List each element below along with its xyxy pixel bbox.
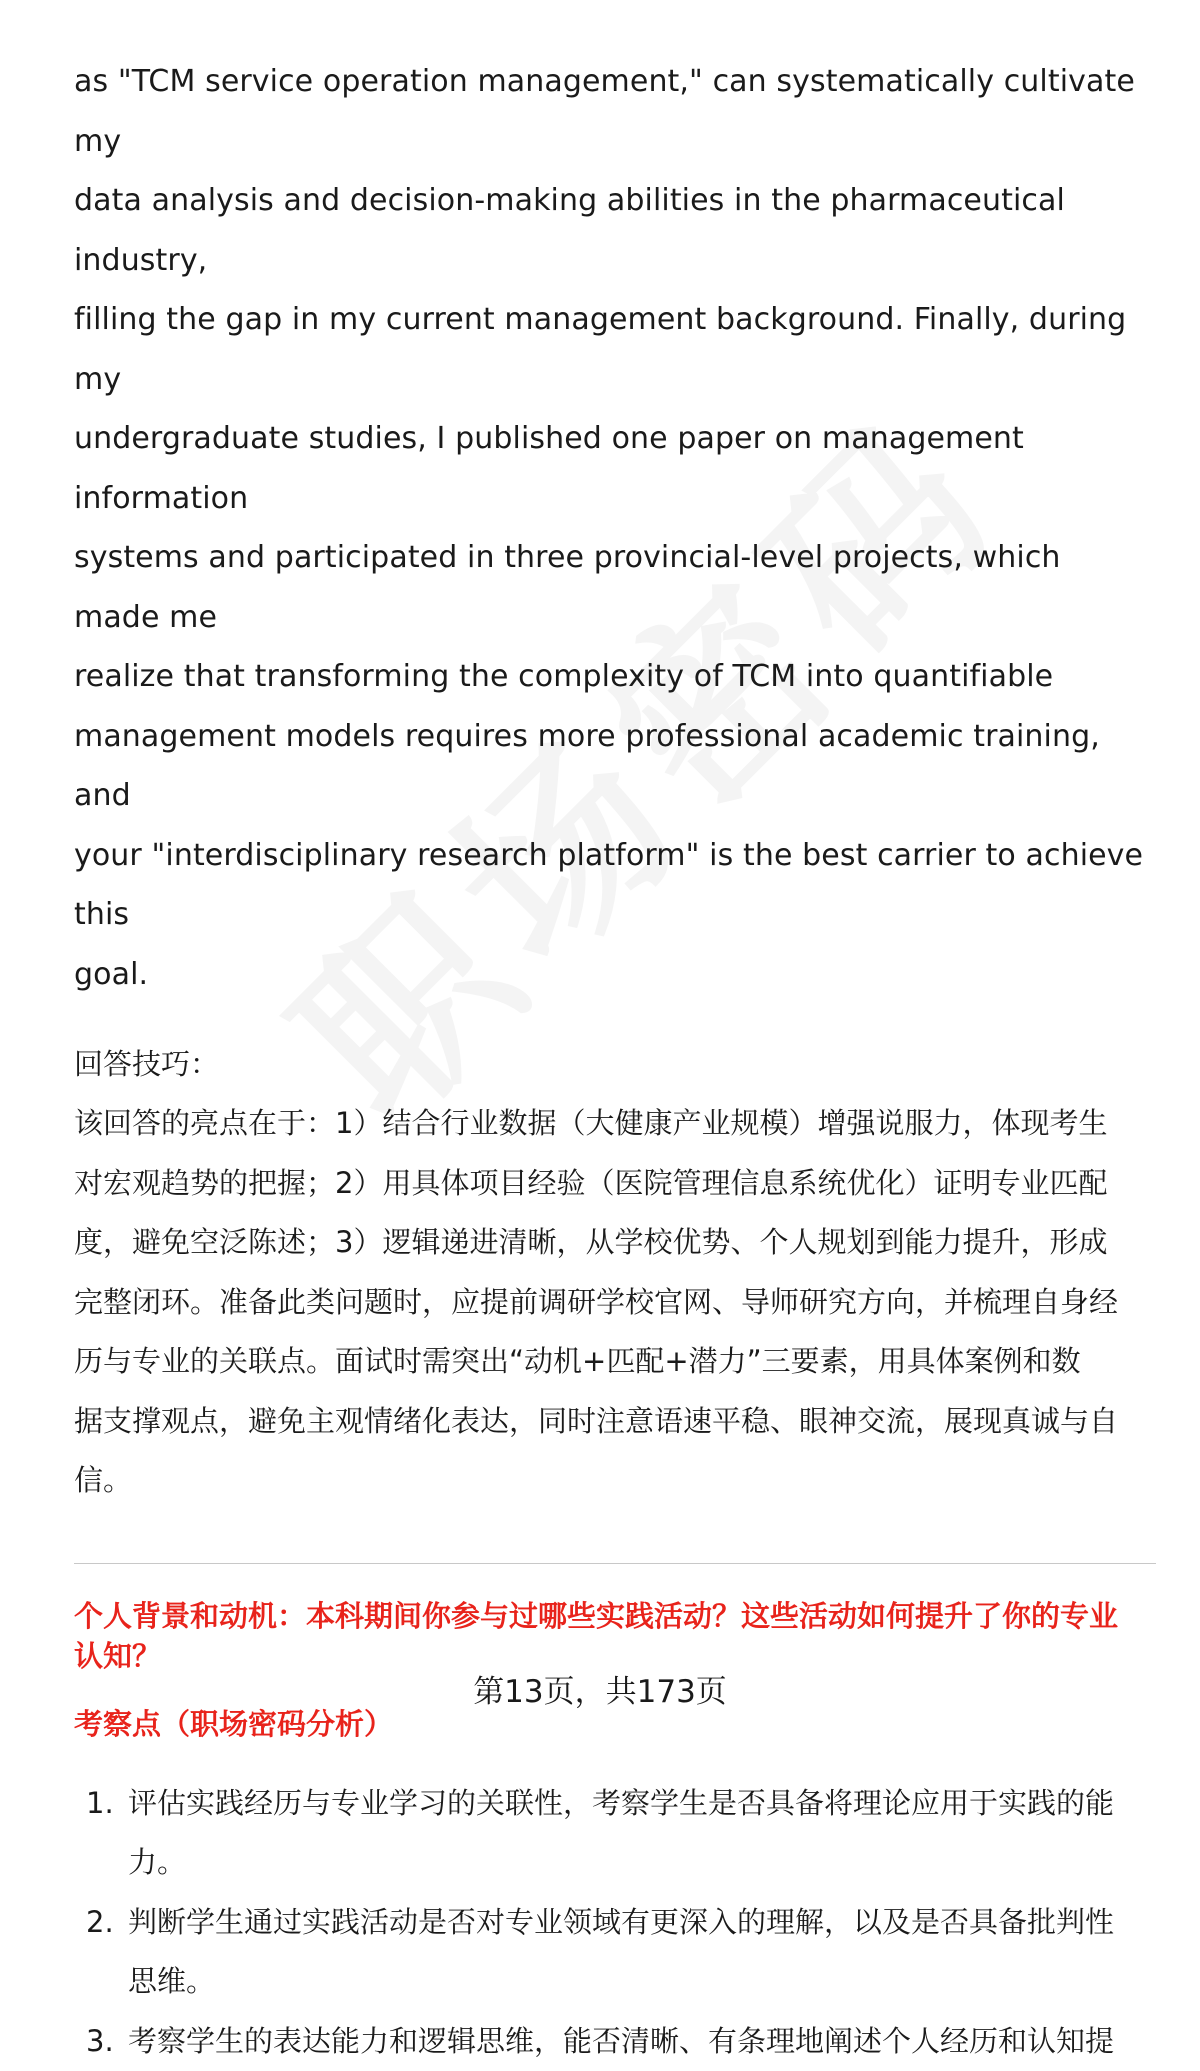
answer-tips-paragraph	[74, 1094, 1154, 1511]
text-line: realize that transforming the complexity of TCM into quantifiable	[74, 659, 1053, 694]
text-line: 思维。	[128, 1964, 215, 1998]
text-line: 据支撑观点，避免主观情绪化表达，同时注意语速平稳、眼神交流，展现真诚与自	[74, 1404, 1118, 1438]
list-number: 2.	[86, 1893, 114, 1953]
text-line: filling the gap in my current management background. Finally, during my	[74, 302, 1126, 397]
text-line: management models requires more professional academic training, and	[74, 719, 1100, 814]
text-line: goal.	[74, 957, 148, 992]
list-number: 1.	[86, 1774, 114, 1834]
text-line: data analysis and decision-making abilities in the pharmaceutical industry,	[74, 183, 1065, 278]
list-item	[74, 1893, 1154, 2012]
text-line: systems and participated in three provincial-level projects, which made me	[74, 540, 1061, 635]
text-line: 力。	[128, 1845, 186, 1879]
section-divider	[74, 1563, 1156, 1564]
text-line: undergraduate studies, I published one paper on management information	[74, 421, 1024, 516]
text-line: 认知？	[74, 1639, 161, 1673]
text-line: 度，避免空泛陈述；3）逻辑递进清晰，从学校优势、个人规划到能力提升，形成	[74, 1225, 1107, 1259]
list-item	[74, 1774, 1154, 1893]
english-paragraph	[74, 52, 1154, 1004]
answer-tips-label: 回答技巧：	[74, 1034, 1154, 1094]
text-line: 历与专业的关联点。面试时需突出“动机+匹配+潜力”三要素，用具体案例和数	[74, 1344, 1081, 1378]
text-line: your "interdisciplinary research platform" is the best carrier to achieve this	[74, 838, 1143, 933]
page-content	[74, 52, 1154, 2071]
text-line: 信。	[74, 1463, 132, 1497]
text-line: 对宏观趋势的把握；2）用具体项目经验（医院管理信息系统优化）证明专业匹配	[74, 1166, 1107, 1200]
assessment-list	[74, 1774, 1154, 2071]
text-line: 该回答的亮点在于：1）结合行业数据（大健康产业规模）增强说服力，体现考生	[74, 1106, 1107, 1140]
text-line: 评估实践经历与专业学习的关联性，考察学生是否具备将理论应用于实践的能	[128, 1786, 1114, 1820]
assessment-heading: 考察点（职场密码分析）	[74, 1704, 1154, 1744]
list-number: 3.	[86, 2012, 114, 2071]
list-item	[74, 2012, 1154, 2071]
question-heading	[74, 1596, 1154, 1676]
text-line: 个人背景和动机：本科期间你参与过哪些实践活动？这些活动如何提升了你的专业	[74, 1599, 1118, 1633]
page-number: 第13页，共173页	[0, 1672, 1200, 1712]
text-line: 完整闭环。准备此类问题时，应提前调研学校官网、导师研究方向，并梳理自身经	[74, 1285, 1118, 1319]
text-line: 考察学生的表达能力和逻辑思维，能否清晰、有条理地阐述个人经历和认知提	[128, 2024, 1114, 2058]
text-line: as "TCM service operation management," can systematically cultivate my	[74, 64, 1135, 159]
text-line: 判断学生通过实践活动是否对专业领域有更深入的理解，以及是否具备批判性	[128, 1905, 1114, 1939]
